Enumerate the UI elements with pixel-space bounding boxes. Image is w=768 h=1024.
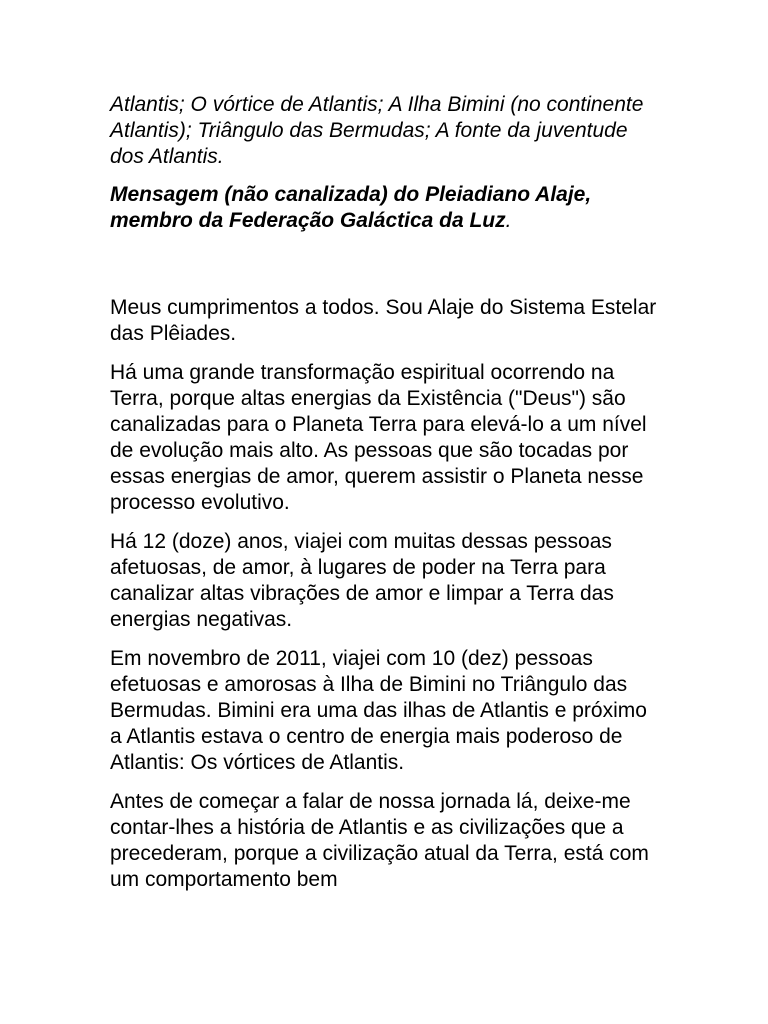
message-subtitle xyxy=(110,182,658,234)
section-spacer xyxy=(110,234,658,295)
paragraph-journeys: Há 12 (doze) anos, viajei com muitas dessas pessoas afetuosas, de amor, à lugares de poder na Terra para canalizar altas vibrações de amor e limpar a Terra das energias negativas. xyxy=(110,530,614,631)
paragraph-bimini-trip: Em novembro de 2011, viajei com 10 (dez) pessoas efetuosas e amorosas à Ilha de Bimini no Triângulo das Bermudas. Bimini era uma das ilhas de Atlantis e próximo a Atlantis estava o centro de energia mais poderoso de Atlantis: Os vórtices de Atlantis. xyxy=(110,647,647,774)
document-page xyxy=(110,92,658,906)
paragraph-transformation: Há uma grande transformação espiritual ocorrendo na Terra, porque altas energias da Existência ("Deus") são canalizadas para o Planeta Terra para elevá-lo a um nível de evolução mais alto. As pessoas que são tocadas por essas energias de amor, querem assistir o Planeta nesse processo evolutivo. xyxy=(110,361,647,514)
message-subtitle-period: . xyxy=(505,209,512,232)
paragraph-atlantis-history: Antes de começar a falar de nossa jornada lá, deixe-me contar-lhes a história de Atlantis e as civilizações que a precederam, porque a civilização atual da Terra, está com um comportamento bem xyxy=(110,790,649,891)
intro-topics-line: Atlantis; O vórtice de Atlantis; A Ilha Bimini (no continente Atlantis); Triângulo das Bermudas; A fonte da juventude dos Atlantis. xyxy=(110,93,644,168)
message-subtitle-bold: Mensagem (não canalizada) do Pleiadiano Alaje, membro da Federação Galáctica da Luz xyxy=(110,183,592,232)
paragraph-greeting: Meus cumprimentos a todos. Sou Alaje do Sistema Estelar das Plêiades. xyxy=(110,296,657,345)
